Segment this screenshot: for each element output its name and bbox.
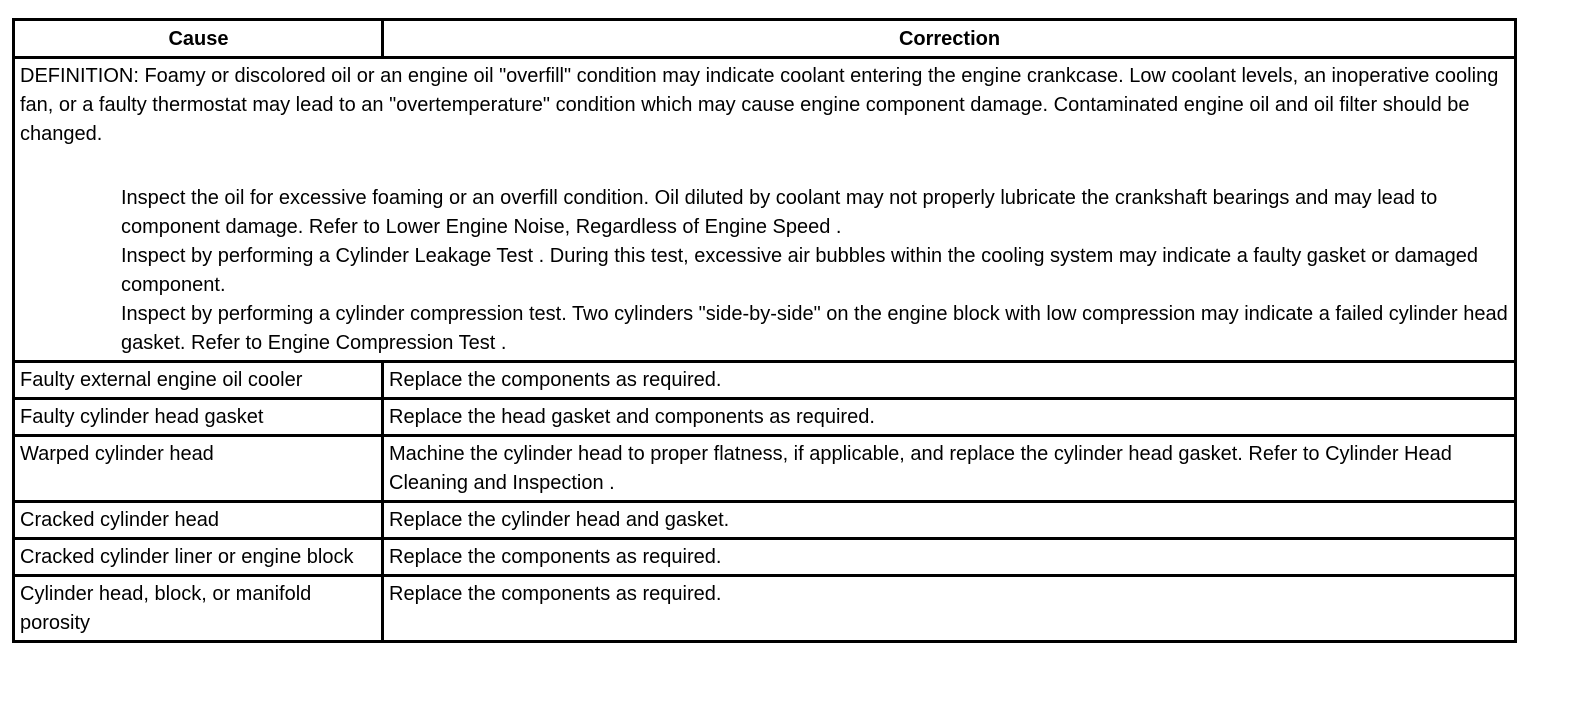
- correction-cell: Replace the cylinder head and gasket.: [383, 502, 1516, 539]
- cause-cell: Faulty external engine oil cooler: [14, 362, 383, 399]
- cause-column-header: Cause: [14, 20, 383, 58]
- diagnostic-table: [12, 18, 1517, 643]
- correction-cell: Machine the cylinder head to proper flatness, if applicable, and replace the cylinder head gasket. Refer to Cylinder Head Cleaning and Inspection .: [383, 436, 1516, 502]
- definition-cell: [14, 58, 1516, 362]
- correction-column-header: Correction: [383, 20, 1516, 58]
- header-row: [14, 20, 1516, 58]
- inspection-step: Inspect the oil for excessive foaming or an overfill condition. Oil diluted by coolant may not properly lubricate the crankshaft bearings and may lead to component damage. Refer to Lower Engine Noise, Regardless of Engine Speed .: [121, 187, 1438, 238]
- correction-cell: Replace the head gasket and components as required.: [383, 399, 1516, 436]
- correction-cell: Replace the components as required.: [383, 362, 1516, 399]
- table-row: [14, 576, 1516, 642]
- inspection-step: Inspect by performing a Cylinder Leakage Test . During this test, excessive air bubbles within the cooling system may indicate a faulty gasket or damaged component.: [121, 245, 1478, 296]
- cause-cell: Warped cylinder head: [14, 436, 383, 502]
- correction-cell: Replace the components as required.: [383, 539, 1516, 576]
- cause-cell: Cracked cylinder head: [14, 502, 383, 539]
- cause-cell: Faulty cylinder head gasket: [14, 399, 383, 436]
- table-row: [14, 362, 1516, 399]
- table-row: [14, 502, 1516, 539]
- table-row: [14, 539, 1516, 576]
- definition-text: DEFINITION: Foamy or discolored oil or an engine oil "overfill" condition may indicate coolant entering the engine crankcase. Low coolant levels, an inoperative cooling fan, or a faulty thermostat may lead to an "overtemperature" condition which may cause engine component damage. Contaminated engine oil and oil filter should be changed.: [20, 65, 1499, 145]
- inspection-step: Inspect by performing a cylinder compression test. Two cylinders "side-by-side" on the engine block with low compression may indicate a failed cylinder head gasket. Refer to Engine Compression Test .: [121, 303, 1508, 354]
- definition-row: [14, 58, 1516, 362]
- diagnostic-sheet: [12, 18, 1514, 643]
- table-row: [14, 436, 1516, 502]
- cause-cell: Cylinder head, block, or manifold porosity: [14, 576, 383, 642]
- correction-cell: Replace the components as required.: [383, 576, 1516, 642]
- inspection-steps: [20, 184, 1510, 358]
- cause-cell: Cracked cylinder liner or engine block: [14, 539, 383, 576]
- table-row: [14, 399, 1516, 436]
